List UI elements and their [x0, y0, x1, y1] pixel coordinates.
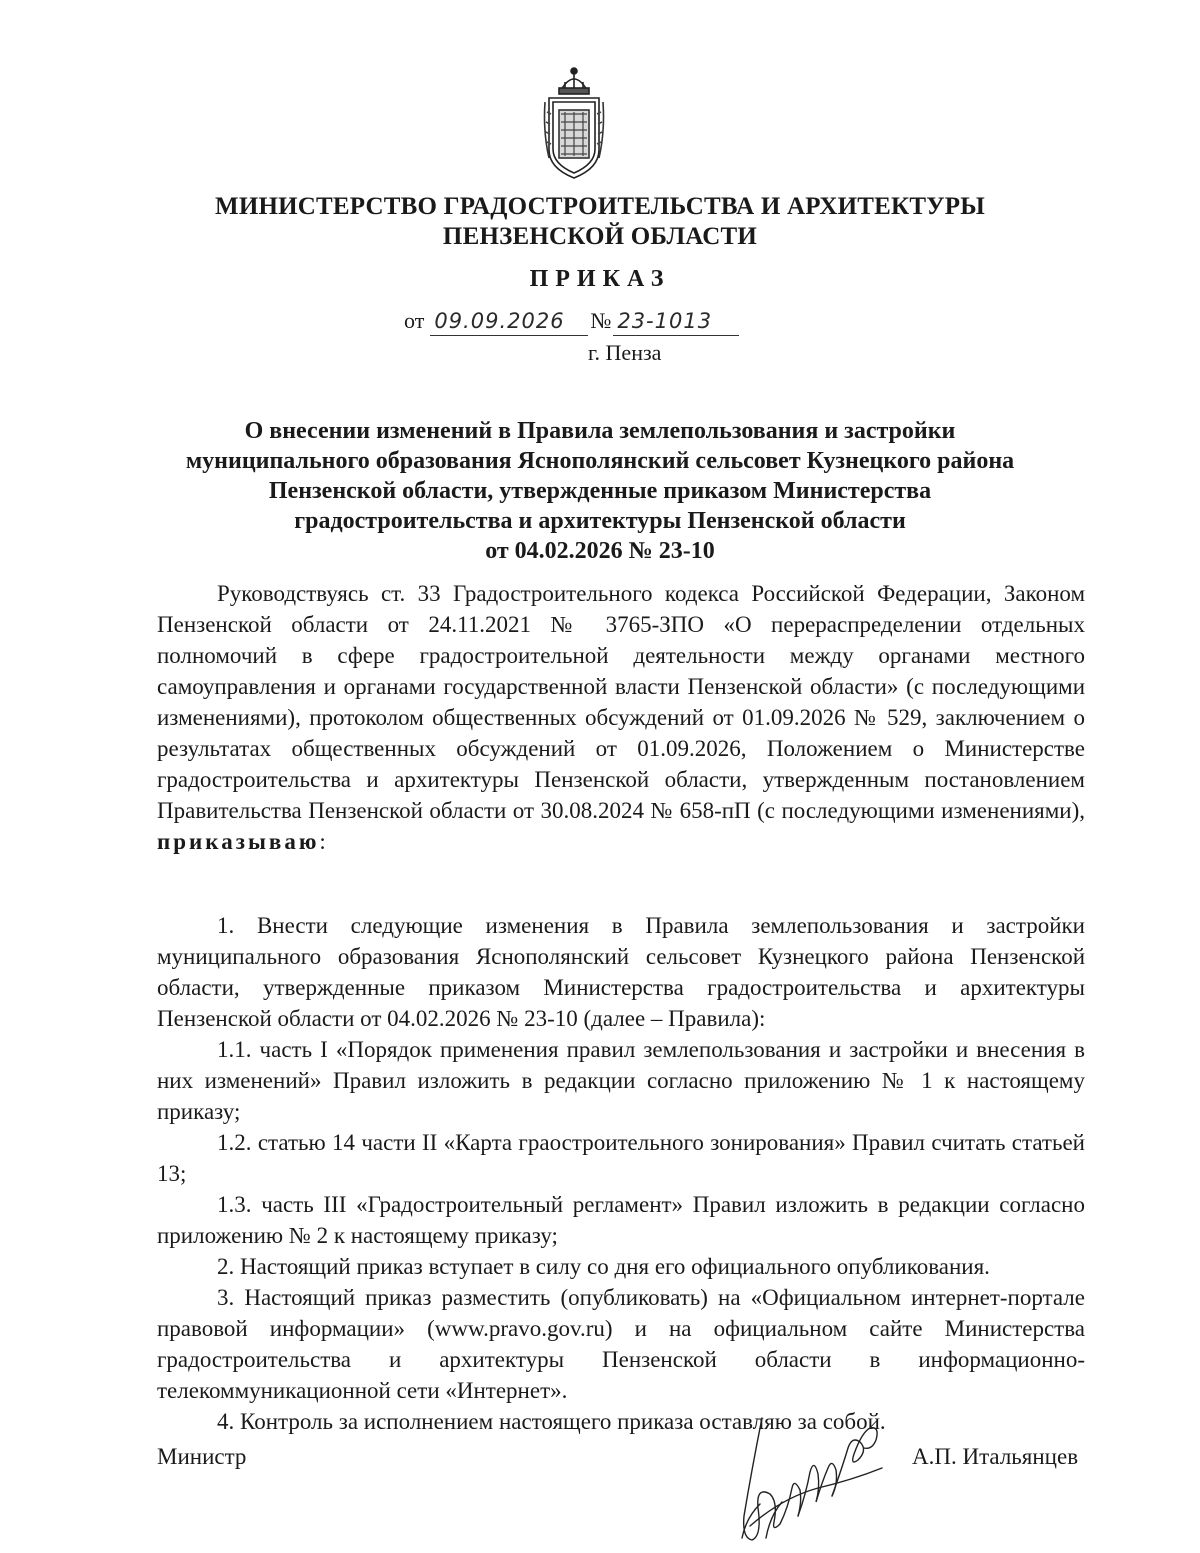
subject-line-4: градостроительства и архитектуры Пензенской области	[294, 508, 906, 534]
order-items	[157, 910, 1085, 1437]
date-value: 09.09.2026	[434, 309, 565, 333]
ministry-name-line-1: МИНИСТЕРСТВО ГРАДОСТРОИТЕЛЬСТВА И АРХИТЕКТУРЫ	[215, 193, 985, 220]
ministry-name	[150, 192, 1050, 252]
order-item: 4. Контроль за исполнением настоящего приказа оставляю за собой.	[217, 1409, 886, 1434]
order-item: 1.1. часть I «Порядок применения правил землепользования и застройки и внесения в них изменений» Правил изложить в редакции согласно приложению № 1 к настоящему приказу;	[157, 1037, 1085, 1124]
document-type: ПРИКАЗ	[529, 266, 671, 292]
date-prefix: от	[404, 308, 425, 333]
order-item: 3. Настоящий приказ разместить (опубликовать) на «Официальном интернет-портале правовой информации» (www.pravo.gov.ru) и на официальном сайте Министерства градостроительства и архитектуры Пензенской области в информационно-телекоммуникационной сети «Интернет».	[157, 1285, 1085, 1403]
subject-line-2: муниципального образования Яснополянский сельсовет Кузнецкого района	[185, 448, 1015, 474]
subject-line-5: от 04.02.2026 № 23-10	[485, 538, 715, 564]
signer-name: А.П. Итальянцев	[912, 1444, 1079, 1469]
order-item: 1.3. часть III «Градостроительный регламент» Правил изложить в редакции согласно приложению № 2 к настоящему приказу;	[157, 1192, 1085, 1248]
order-word: приказываю	[157, 829, 320, 854]
order-colon: :	[319, 829, 326, 854]
subject-line-1: О внесении изменений в Правила землепользования и застройки	[244, 418, 956, 444]
date-number-line	[404, 308, 739, 336]
number-sign: №	[590, 308, 612, 333]
city: г. Пенза	[588, 340, 662, 365]
handwritten-signature-icon	[722, 1398, 892, 1548]
document-subject	[150, 416, 1050, 566]
order-item: 1.2. статью 14 части II «Карта граостроительного зонирования» Правил считать статьей 13;	[157, 1130, 1085, 1186]
order-item: 2. Настоящий приказ вступает в силу со дня его официального опубликования.	[217, 1254, 990, 1279]
coat-of-arms-icon	[541, 62, 607, 182]
preamble	[157, 578, 1085, 857]
order-item: 1. Внести следующие изменения в Правила землепользования и застройки муниципального образования Яснополянский сельсовет Кузнецкого района Пензенской области, утвержденные приказом Министерства градостроительства и архитектуры Пензенской области от 04.02.2026 № 23-10 (далее – Правила):	[157, 913, 1085, 1031]
subject-line-3: Пензенской области, утвержденные приказом Министерства	[268, 478, 932, 504]
number-value: 23-1013	[617, 309, 713, 333]
preamble-text: Руководствуясь ст. 33 Градостроительного кодекса Российской Федерации, Законом Пензенской области от 24.11.2021 № 3765-ЗПО «О перераспределении отдельных полномочий в сфере градостроительной деятельности между органами местного самоуправления и органами государственной власти Пензенской области» (с последующими изменениями), протоколом общественных обсуждений от 01.09.2026 № 529, заключением о результатах общественных обсуждений от 01.09.2026, Положением о Министерстве градостроительства и архитектуры Пензенской области, утвержденным постановлением Правительства Пензенской области от 30.08.2024 № 658-пП (с последующими изменениями),	[157, 581, 1085, 823]
signer-role: Министр	[157, 1444, 247, 1469]
ministry-name-line-2: ПЕНЗЕНСКОЙ ОБЛАСТИ	[442, 223, 758, 250]
